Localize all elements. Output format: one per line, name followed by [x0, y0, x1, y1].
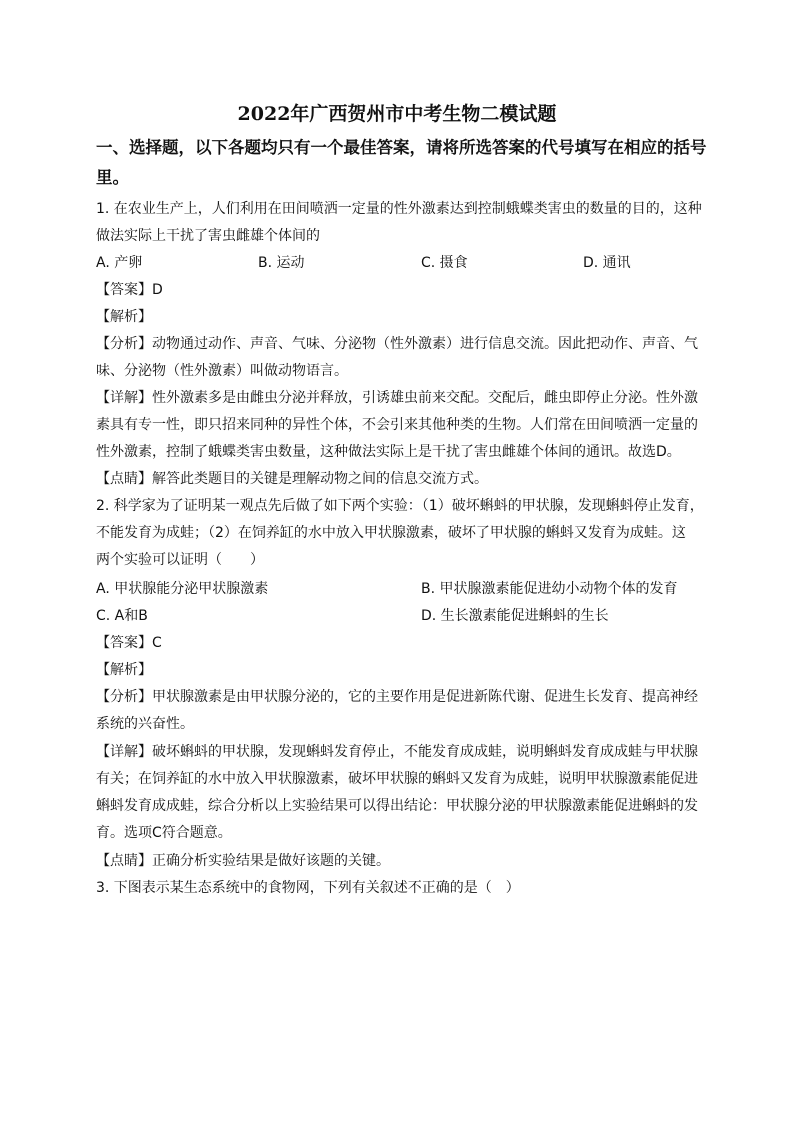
q1-option-d: D. 通讯	[583, 255, 631, 271]
q2-stem-line3: 两个实验可以证明（ ）	[96, 552, 264, 568]
q2-fenxi-line1: 【分析】甲状腺激素是由甲状腺分泌的，它的主要作用是促进新陈代谢、促进生长发育、提高神经	[96, 689, 698, 705]
q2-xiangjie-line4: 育。选项C符合题意。	[96, 825, 232, 841]
q1-xiangjie-line3: 性外激素，控制了蛾蝶类害虫数量，这种做法实际上是干扰了害虫雌雄个体间的通讯。故选D。	[96, 444, 681, 460]
q2-option-c: C. A和B	[96, 608, 148, 624]
q1-stem-line2: 做法实际上干扰了害虫雌雄个体间的	[96, 228, 320, 244]
q1-dianjing: 【点睛】解答此类题目的关键是理解动物之间的信息交流方式。	[96, 471, 488, 487]
q2-option-a: A. 甲状腺能分泌甲状腺激素	[96, 581, 269, 597]
q1-stem-line1: 1. 在农业生产上，人们利用在田间喷洒一定量的性外激素达到控制蛾蝶类害虫的数量的目的，这种	[96, 201, 702, 217]
q2-option-b: B. 甲状腺激素能促进幼小动物个体的发育	[421, 581, 678, 597]
q1-fenxi-line2: 味、分泌物（性外激素）叫做动物语言。	[96, 363, 348, 379]
q1-xiangjie-line1: 【详解】性外激素多是由雌虫分泌并释放，引诱雄虫前来交配。交配后，雌虫即停止分泌。性外激	[96, 390, 698, 406]
q1-xiangjie-line2: 素具有专一性，即只招来同种的异性个体，不会引来其他种类的生物。人们常在田间喷洒一定量的	[96, 417, 698, 433]
q1-answer: 【答案】D	[96, 282, 163, 298]
q2-xiangjie-line2: 有关；在饲养缸的水中放入甲状腺激素，破坏甲状腺的蝌蚪又发育为成蛙，说明甲状腺激素能促进	[96, 771, 698, 787]
section-heading-line2: 里。	[96, 168, 129, 187]
q3-stem-line1: 3. 下图表示某生态系统中的食物网，下列有关叙述不正确的是（ ）	[96, 880, 520, 896]
q2-stem-line2: 不能发育为成蛙；（2）在饲养缸的水中放入甲状腺激素，破坏了甲状腺的蝌蚪又发育为成蛙。这	[96, 525, 686, 541]
q1-option-a: A. 产卵	[96, 255, 143, 271]
q2-stem-line1: 2. 科学家为了证明某一观点先后做了如下两个实验：（1）破坏蝌蚪的甲状腺，发现蝌蚪停止发育，	[96, 498, 704, 514]
section-heading-line1: 一、选择题，以下各题均只有一个最佳答案，请将所选答案的代号填写在相应的括号	[96, 138, 707, 157]
q1-analysis-heading: 【解析】	[96, 309, 152, 325]
page-title: 2022年广西贺州市中考生物二模试题	[237, 103, 557, 125]
q2-dianjing: 【点睛】正确分析实验结果是做好该题的关键。	[96, 853, 390, 869]
q2-answer: 【答案】C	[96, 635, 162, 651]
q1-fenxi-line1: 【分析】动物通过动作、声音、气味、分泌物（性外激素）进行信息交流。因此把动作、声音、气	[96, 336, 698, 352]
q2-option-d: D. 生长激素能促进蝌蚪的生长	[421, 608, 609, 624]
q2-xiangjie-line3: 蝌蚪发育成成蛙，综合分析以上实验结果可以得出结论：甲状腺分泌的甲状腺激素能促进蝌蚪的发	[96, 798, 698, 814]
q2-fenxi-line2: 系统的兴奋性。	[96, 716, 194, 732]
q2-xiangjie-line1: 【详解】破坏蝌蚪的甲状腺，发现蝌蚪发育停止，不能发育成成蛙，说明蝌蚪发育成成蛙与甲状腺	[96, 744, 698, 760]
q1-option-b: B. 运动	[258, 255, 305, 271]
q1-option-c: C. 摄食	[421, 255, 468, 271]
q2-analysis-heading: 【解析】	[96, 662, 152, 678]
